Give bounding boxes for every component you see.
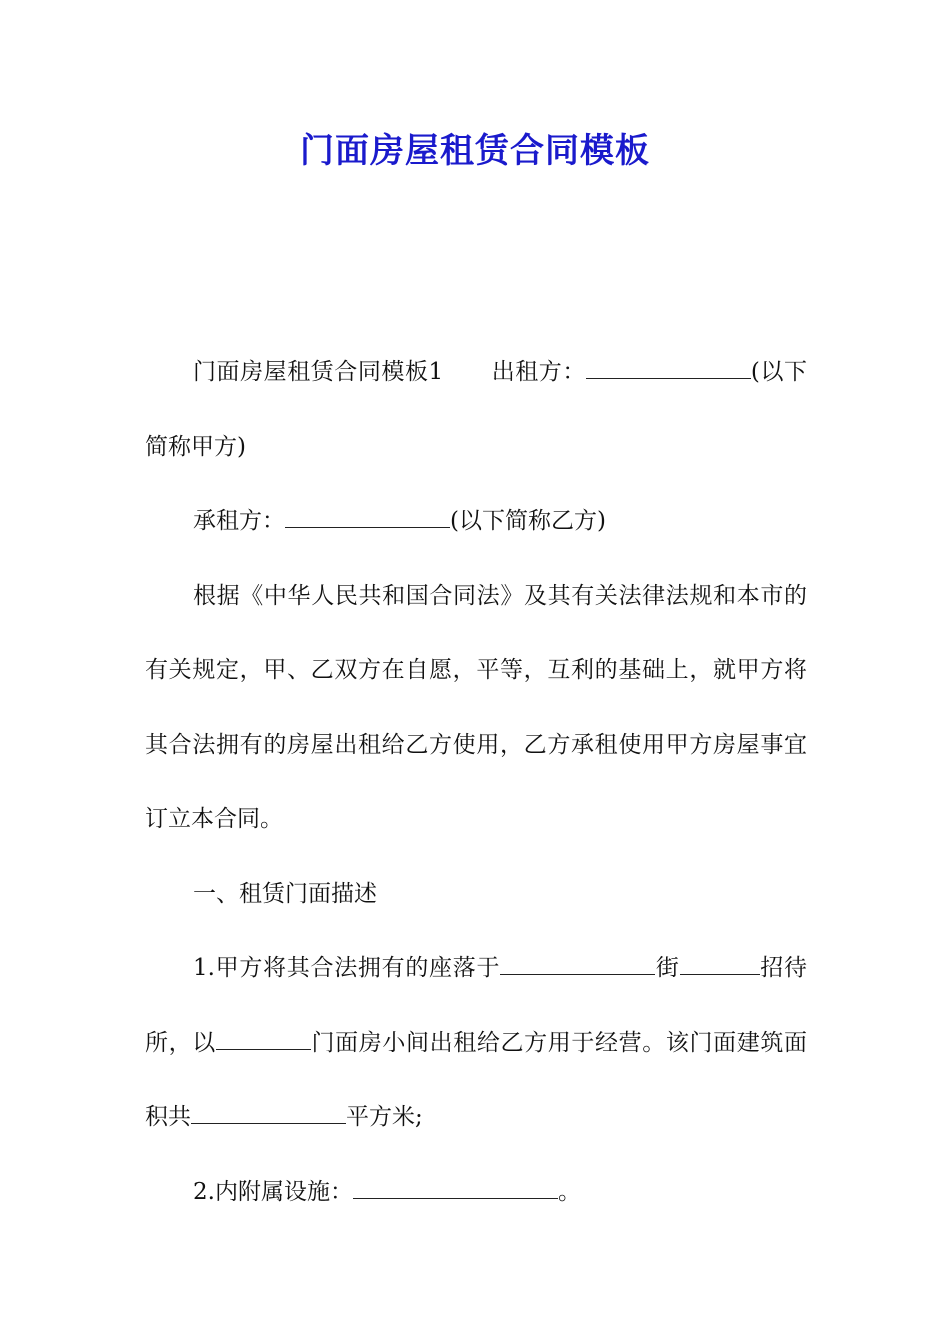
clause-1-text-d: 门面房小间出租给乙方用于经营。该门面建筑面积共 [145, 1029, 807, 1130]
document-title: 门面房屋租赁合同模板 [300, 131, 650, 171]
clause-1-text-b: 街 [655, 955, 680, 981]
hostel-blank [680, 954, 760, 975]
clause-1 [145, 931, 807, 1155]
clause-2-text-a: 2.内附属设施： [193, 1178, 353, 1205]
contract-number-label: 门面房屋租赁合同模板1 [193, 359, 444, 385]
lessee-suffix: (以下简称乙方) [450, 508, 606, 534]
clause-2 [145, 1155, 807, 1230]
street-blank [500, 954, 655, 975]
lessee-label: 承租方： [193, 508, 285, 534]
lessor-blank [586, 358, 751, 379]
clause-1-text-e: 平方米; [346, 1104, 423, 1130]
lessor-label: 出租方： [491, 359, 586, 385]
document-body [145, 335, 807, 1229]
clause-1-text-a: 1.甲方将其合法拥有的座落于 [193, 955, 501, 981]
paragraph-parties-lessee [145, 484, 807, 559]
paragraph-preamble: 根据《中华人民共和国合同法》及其有关法律法规和本市的有关规定，甲、乙双方在自愿，平等，互利的基础上，就甲方将其合法拥有的房屋出租给乙方使用，乙方承租使用甲方房屋事宜订立本合同。 [145, 582, 807, 832]
area-blank [191, 1103, 346, 1124]
clause-1-text-c: 招待所，以 [145, 955, 808, 1056]
facilities-blank [353, 1178, 558, 1199]
lessor-suffix: (以下简称甲方) [145, 359, 807, 460]
paragraph-parties-lessor [145, 335, 807, 484]
section-heading-1: 一、租赁门面描述 [193, 880, 377, 907]
room-count-blank [216, 1029, 311, 1050]
clause-2-text-b: 。 [557, 1178, 581, 1205]
lessee-blank [285, 507, 450, 528]
